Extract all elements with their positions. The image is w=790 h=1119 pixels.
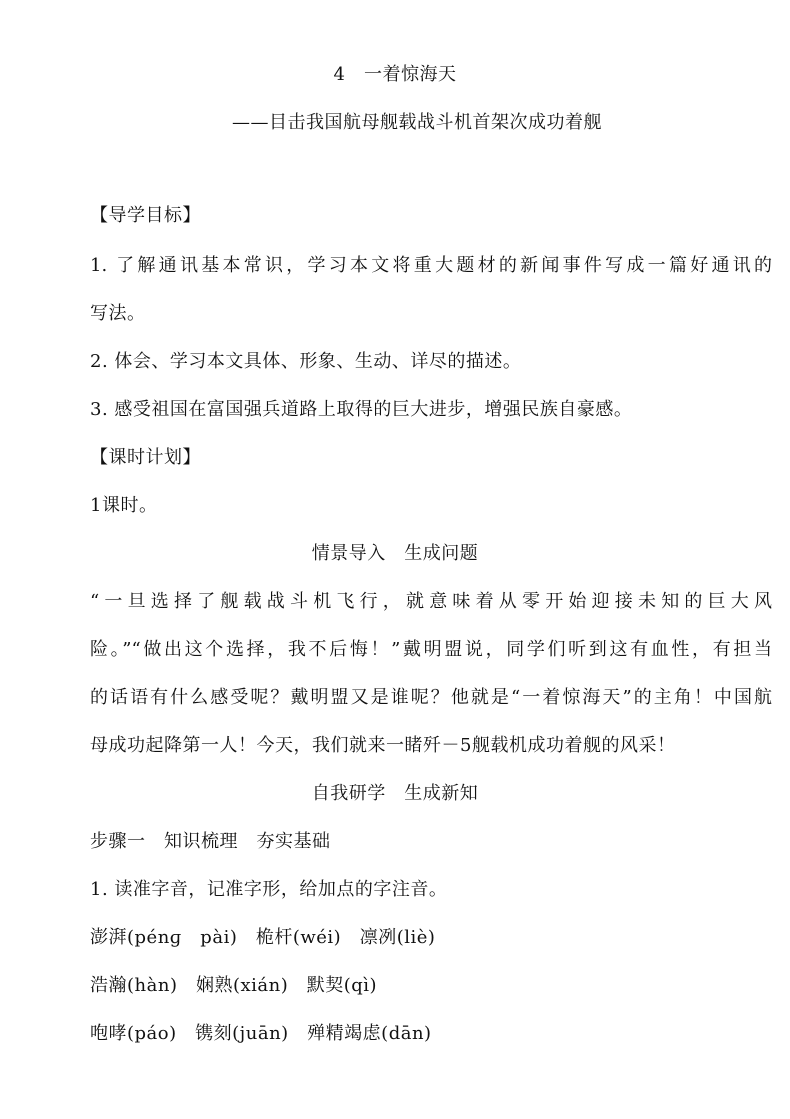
plan-text: 1课时。 — [90, 495, 158, 516]
goal-1-line1: 1. 了解通讯基本常识，学习本文将重大题材的新闻事件写成一篇好通讯的 — [90, 255, 772, 276]
goal-3: 3. 感受祖国在富国强兵道路上取得的巨大进步，增强民族自豪感。 — [90, 399, 633, 420]
step1-heading: 步骤一 知识梳理 夯实基础 — [90, 831, 331, 852]
pinyin-row-1: 澎湃(pénɡ pài) 桅杆(wéi) 凛冽(liè) — [90, 927, 436, 948]
intro-line4: 母成功起降第一人！今天，我们就来一睹歼－5舰载机成功着舰的风采！ — [90, 735, 676, 756]
pinyin-row-2: 浩瀚(hàn) 娴熟(xián) 默契(qì) — [90, 975, 378, 996]
goal-1-line2: 写法。 — [90, 303, 146, 324]
study-heading: 自我研学 生成新知 — [311, 783, 479, 804]
lesson-subtitle: ——目击我国航母舰载战斗机首架次成功着舰 — [232, 112, 602, 133]
intro-line2: 险。”“做出这个选择，我不后悔！”戴明盟说，同学们听到这有血性，有担当 — [90, 639, 772, 660]
intro-line3: 的话语有什么感受呢？戴明盟又是谁呢？他就是“一着惊海天”的主角！中国航 — [90, 687, 772, 708]
plan-heading: 【课时计划】 — [90, 447, 201, 468]
step1-item1: 1. 读准字音，记准字形，给加点的字注音。 — [90, 879, 448, 900]
intro-heading: 情景导入 生成问题 — [311, 543, 479, 564]
pinyin-row-3: 咆哮(páo) 镌刻(juān) 殚精竭虑(dān) — [90, 1023, 432, 1044]
goal-2: 2. 体会、学习本文具体、形象、生动、详尽的描述。 — [90, 351, 522, 372]
intro-line1: “一旦选择了舰载战斗机飞行，就意味着从零开始迎接未知的巨大风 — [90, 591, 772, 612]
lesson-title: 4 一着惊海天 — [333, 64, 457, 85]
goals-heading: 【导学目标】 — [90, 205, 201, 226]
